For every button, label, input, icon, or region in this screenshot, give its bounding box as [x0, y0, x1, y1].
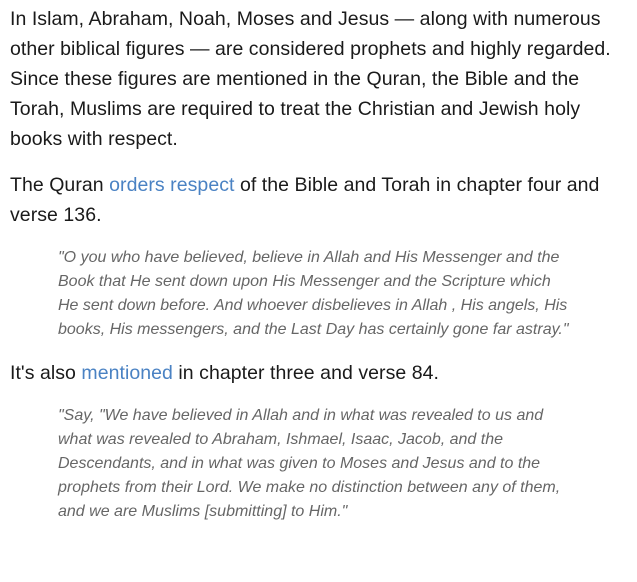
paragraph-text-before-link: The Quran: [10, 174, 110, 196]
paragraph-prophets: In Islam, Abraham, Noah, Moses and Jesus — along with numerous other biblical figures — are considered prophets and highly regarded. Since these figures are mentioned in the Quran, the Bible and the Torah, Muslims are required to treat the Christian and Jewish holy books with respect.: [10, 8, 611, 150]
paragraph-text-before-link: It's also: [10, 362, 82, 384]
quote-chapter-four: "O you who have believed, believe in Allah and His Messenger and the Book that He sent down upon His Messenger and the Scripture which He sent down before. And whoever disbelieves in Allah , His angels, His books, His messengers, and the Last Day has certainly gone far astray.": [58, 249, 569, 338]
paragraph-text-after-link: in chapter three and verse 84.: [172, 362, 439, 384]
paragraph-quran-orders: [10, 170, 630, 230]
paragraph-text-after-link: of the Bible and Torah in chapter four and verse 136.: [10, 174, 600, 226]
orders-respect-link[interactable]: orders respect: [109, 174, 235, 196]
quote-chapter-three: "Say, "We have believed in Allah and in what was revealed to us and what was revealed to Abraham, Ishmael, Isaac, Jacob, and the Descendants, and in what was given to Moses and Jesus and to the prophets from their Lord. We make no distinction between any of them, and we are Muslims [submitting] to Him.": [58, 407, 561, 520]
paragraph-also-mentioned: [10, 358, 630, 388]
mentioned-link[interactable]: mentioned: [81, 362, 173, 384]
article-body: [10, 4, 630, 540]
